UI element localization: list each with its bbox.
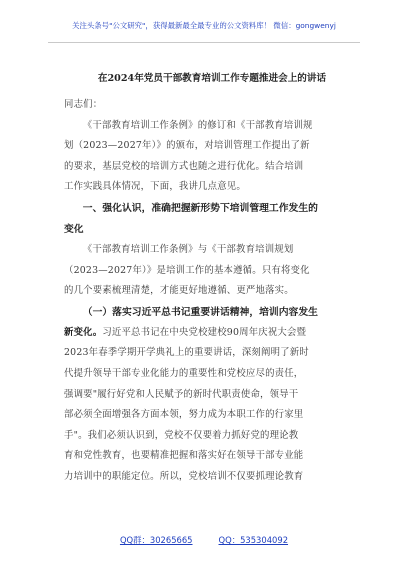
subsection-heading-1: （一）落实习近平总书记重要讲话精神，培训内容发生 — [82, 306, 318, 318]
para2-line-3: 的几个要素梳理清楚，才能更好地遵循、更严地落实。 — [64, 285, 294, 297]
subsection-line-8: 力培训中的职能定位。所以，党校培训不仅要抓理论教育 — [64, 470, 304, 482]
intro-line-4: 工作实践具体情况，下面，我讲几点意见。 — [64, 181, 246, 193]
para2-line-2: （2023—2027年）》是培训工作的基本遵循。只有将变化 — [64, 264, 310, 276]
subsection-line-1 — [64, 323, 360, 344]
document-body — [64, 66, 360, 488]
salutation: 同志们： — [64, 99, 103, 110]
header-banner: 关注头条号"公文研究"，获得最新最全最专业的公文资料库！ 微信：gongwenyj — [72, 21, 336, 30]
footer-qq: QQ：535304092 — [218, 535, 289, 545]
subsection-line-6: 手"。我们必须认识到，党校不仅要着力抓好党的理论教 — [64, 429, 299, 441]
footer-qq-group: QQ群：30265665 — [119, 535, 193, 545]
section-heading-1: 一、强化认识，准确把握新形势下培训管理工作发生的 — [82, 202, 318, 214]
intro-line-3: 的要求，基层党校的培训方式也随之进行优化。结合培训 — [64, 160, 304, 172]
footer-contacts — [0, 534, 408, 546]
subsection-line-1-text: 习近平总书记在中央党校建校90周年庆祝大会暨 — [102, 326, 307, 338]
subsection-heading-1-cont: 新变化。 — [64, 326, 103, 338]
header-divider — [48, 42, 360, 43]
subsection-line-5: 部必须全面增强各方面本领，努力成为本职工作的行家里 — [64, 409, 304, 421]
intro-line-1: 《干部教育培训工作条例》的修订和《干部教育培训规 — [82, 119, 313, 131]
subsection-line-2: 2023年春季学期开学典礼上的重要讲话，深刻阐明了新时 — [64, 347, 309, 359]
para2-line-1: 《干部教育培训工作条例》与《干部教育培训规划 — [82, 243, 294, 255]
intro-line-2: 划（2023—2027年）》的颁布，对培训管理工作提出了新 — [64, 140, 310, 152]
subsection-line-7: 育和党性教育，也要精准把握和落实好在领导干部专业能 — [64, 450, 304, 462]
section-heading-1-cont: 变化 — [64, 223, 84, 235]
document-title: 在2024年党员干部教育培训工作专题推进会上的讲话 — [97, 73, 327, 84]
subsection-line-3: 代提升领导干部专业化能力的重要性和党校应尽的责任， — [64, 367, 304, 379]
subsection-line-4: 强调要"履行好党和人民赋予的新时代职责使命，领导干 — [64, 388, 299, 400]
